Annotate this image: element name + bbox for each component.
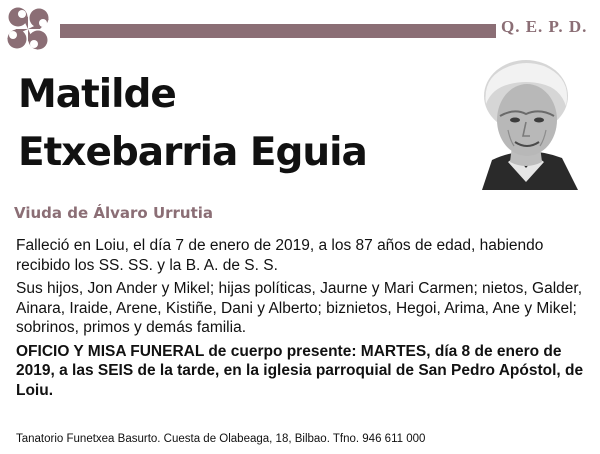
- funeral-home-footer: Tanatorio Funetxea Basurto. Cuesta de Olabeaga, 18, Bilbao. Tfno. 946 611 000: [16, 433, 426, 445]
- family-paragraph: Sus hijos, Jon Ander y Mikel; hijas políticas, Jaurne y Mari Carmen; nietos, Galder, Ainara, Iraide, Arene, Kistiñe, Dani y Alberto; biznietos, Hegoi, Arima, Ane y Mikel; sobrinos, primos y demás familia.: [16, 280, 582, 336]
- obituary-body: [16, 236, 588, 404]
- deceased-surnames: Etxebarria Eguia: [18, 130, 367, 175]
- portrait-photo: [470, 58, 583, 190]
- widow-of-subtitle: Viuda de Álvaro Urrutia: [14, 204, 214, 222]
- deceased-first-name: Matilde: [18, 72, 176, 117]
- lauburu-icon: [3, 4, 53, 54]
- header-divider-bar: [60, 24, 496, 38]
- death-notice-paragraph: Falleció en Loiu, el día 7 de enero de 2019, a los 87 años de edad, habiendo recibido los SS. SS. y la B. A. de S. S.: [16, 237, 544, 274]
- funeral-paragraph: OFICIO Y MISA FUNERAL de cuerpo presente: MARTES, día 8 de enero de 2019, a las SEIS de la tarde, en la iglesia parroquial de San Pedro Apóstol, de Loiu.: [16, 342, 584, 399]
- deceased-name: [18, 66, 367, 182]
- qepd-label: Q. E. P. D.: [501, 17, 588, 36]
